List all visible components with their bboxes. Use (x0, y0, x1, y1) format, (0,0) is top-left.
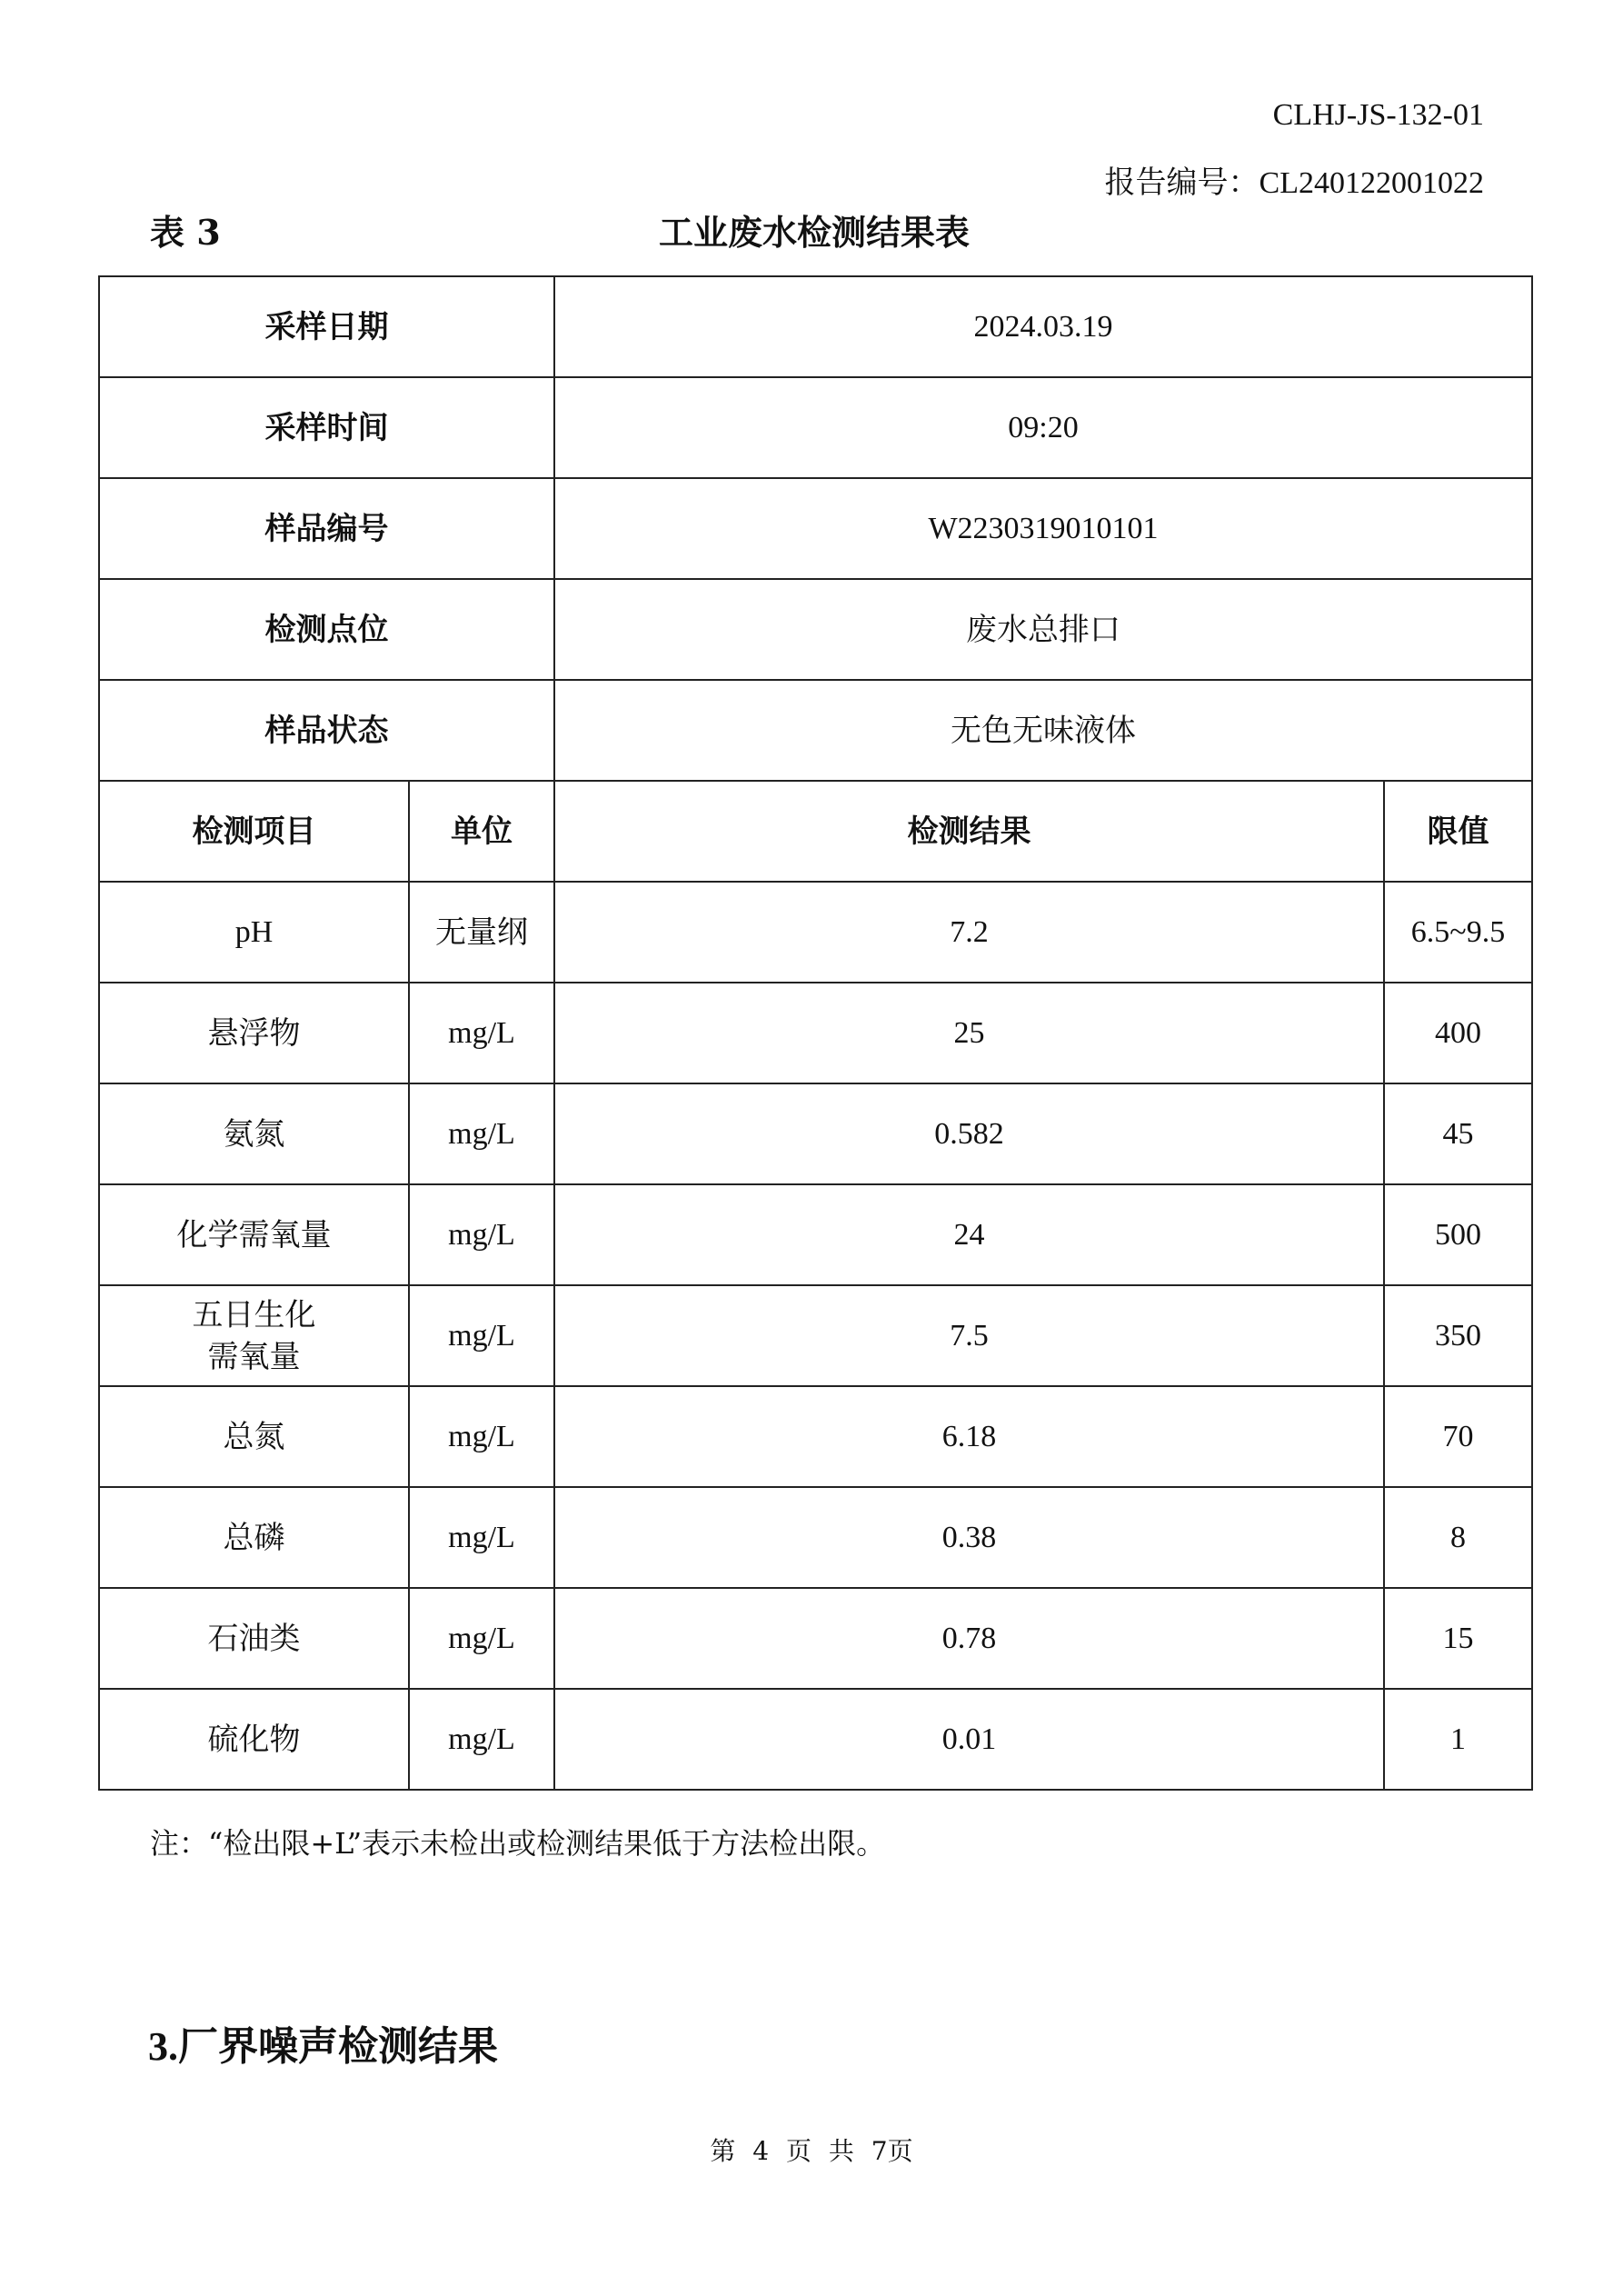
cell-unit: mg/L (409, 1386, 554, 1487)
cell-limit: 1 (1384, 1689, 1532, 1790)
cell-limit: 45 (1384, 1083, 1532, 1184)
column-header-item: 检测项目 (99, 781, 409, 882)
info-label: 采样日期 (99, 276, 554, 377)
column-header-result: 检测结果 (554, 781, 1384, 882)
cell-result: 7.5 (554, 1285, 1384, 1386)
cell-result: 0.38 (554, 1487, 1384, 1588)
section-heading (148, 2013, 498, 2071)
info-value: 2024.03.19 (554, 276, 1532, 377)
report-number (1105, 157, 1484, 202)
info-value: 09:20 (554, 377, 1532, 478)
column-header-row (99, 781, 1532, 882)
table-row (99, 1083, 1532, 1184)
cell-item: 化学需氧量 (99, 1184, 409, 1285)
cell-item: 硫化物 (99, 1689, 409, 1790)
cell-result: 25 (554, 983, 1384, 1083)
table-row (99, 1689, 1532, 1790)
cell-unit: mg/L (409, 1083, 554, 1184)
table-row (99, 1487, 1532, 1588)
info-label: 采样时间 (99, 377, 554, 478)
cell-limit: 350 (1384, 1285, 1532, 1386)
cell-limit: 400 (1384, 983, 1532, 1083)
document-code: CLHJ-JS-132-01 (1272, 98, 1484, 132)
cell-limit: 500 (1384, 1184, 1532, 1285)
cell-result: 24 (554, 1184, 1384, 1285)
table-row (99, 1184, 1532, 1285)
info-value: 无色无味液体 (554, 680, 1532, 781)
column-header-limit: 限值 (1384, 781, 1532, 882)
info-row (99, 680, 1532, 781)
report-number-value: CL240122001022 (1259, 166, 1484, 200)
cell-item: 总氮 (99, 1386, 409, 1487)
cell-result: 0.582 (554, 1083, 1384, 1184)
cell-unit: mg/L (409, 1689, 554, 1790)
cell-item: 总磷 (99, 1487, 409, 1588)
cell-item: 氨氮 (99, 1083, 409, 1184)
cell-limit: 70 (1384, 1386, 1532, 1487)
wastewater-results-table (98, 275, 1533, 1791)
section-title: 厂界噪声检测结果 (178, 2023, 498, 2070)
table-label: 表 3 (150, 212, 221, 253)
cell-item: 石油类 (99, 1588, 409, 1689)
cell-limit: 6.5~9.5 (1384, 882, 1532, 983)
table-title: 工业废水检测结果表 (659, 213, 971, 253)
page-footer: 第 4 页 共 7页 (710, 2136, 913, 2166)
info-row (99, 377, 1532, 478)
section-number: 3. (148, 2024, 178, 2069)
cell-item (99, 1285, 409, 1386)
info-row (99, 579, 1532, 680)
cell-unit: mg/L (409, 1487, 554, 1588)
cell-unit: mg/L (409, 1588, 554, 1689)
cell-unit: mg/L (409, 1184, 554, 1285)
table-row (99, 1386, 1532, 1487)
info-value: W2230319010101 (554, 478, 1532, 579)
column-header-unit: 单位 (409, 781, 554, 882)
cell-unit: mg/L (409, 983, 554, 1083)
info-row (99, 478, 1532, 579)
info-label: 样品状态 (99, 680, 554, 781)
info-row (99, 276, 1532, 377)
table-row (99, 1588, 1532, 1689)
cell-unit: mg/L (409, 1285, 554, 1386)
table-note: 注：“检出限+L”表示未检出或检测结果低于方法检出限。 (150, 1826, 886, 1861)
table-row (99, 1285, 1532, 1386)
info-label: 检测点位 (99, 579, 554, 680)
cell-limit: 8 (1384, 1487, 1532, 1588)
table-row (99, 882, 1532, 983)
cell-item-line: 五日生化 (192, 1296, 316, 1333)
cell-item: 悬浮物 (99, 983, 409, 1083)
cell-result: 0.01 (554, 1689, 1384, 1790)
info-label: 样品编号 (99, 478, 554, 579)
table-row (99, 983, 1532, 1083)
report-number-label: 报告编号： (1104, 165, 1260, 201)
cell-item: pH (99, 882, 409, 983)
cell-result: 6.18 (554, 1386, 1384, 1487)
cell-unit: 无量纲 (409, 882, 554, 983)
cell-item-line: 需氧量 (207, 1338, 301, 1375)
info-value: 废水总排口 (554, 579, 1532, 680)
cell-result: 0.78 (554, 1588, 1384, 1689)
cell-result: 7.2 (554, 882, 1384, 983)
cell-limit: 15 (1384, 1588, 1532, 1689)
